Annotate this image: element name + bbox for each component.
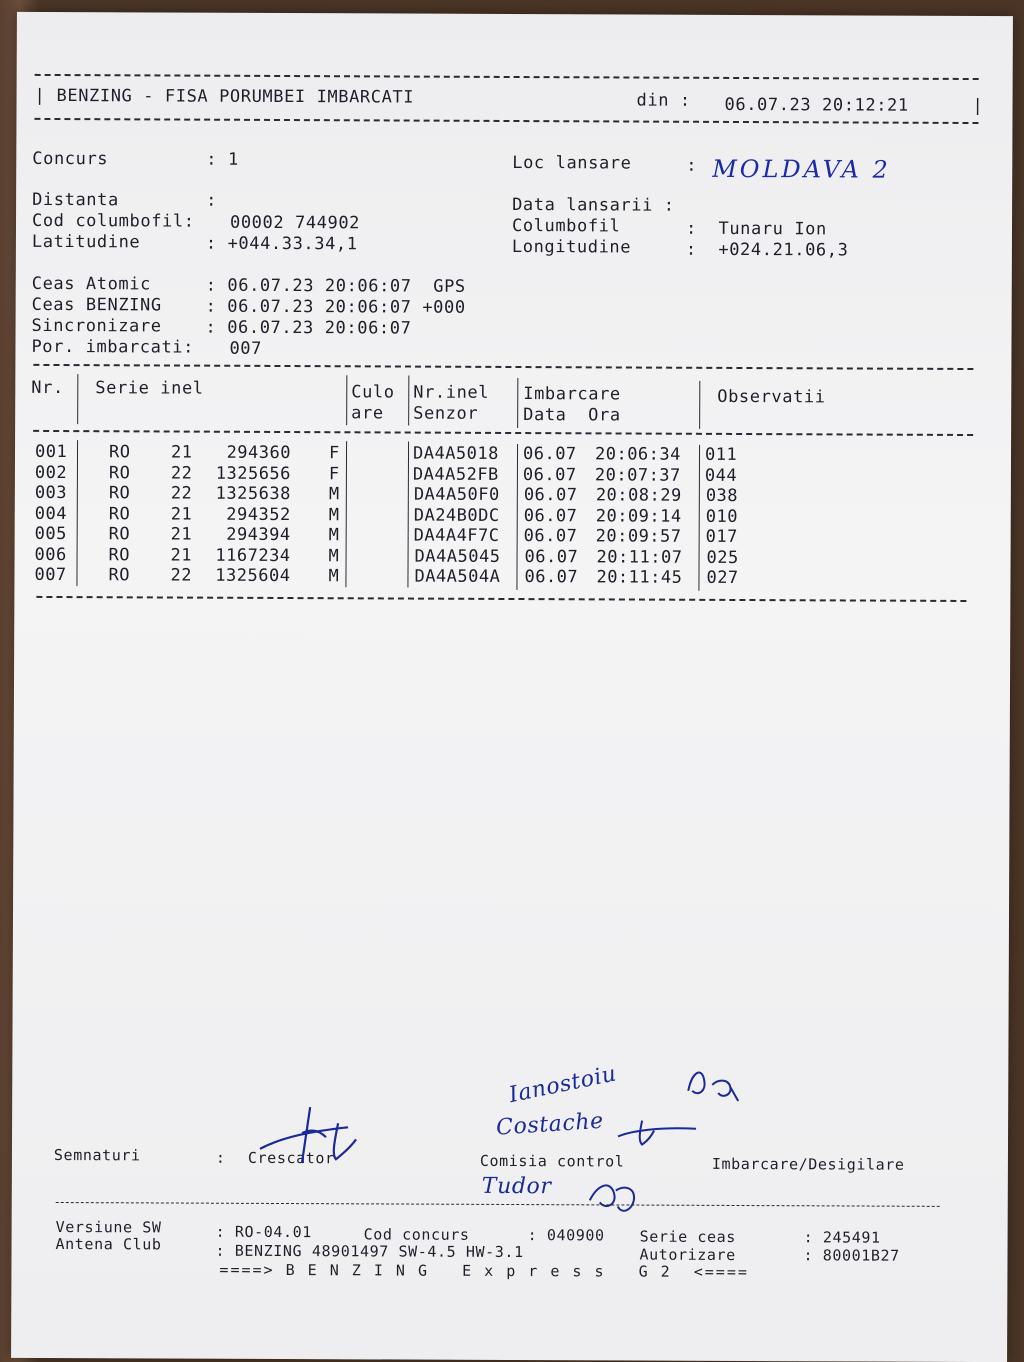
crescator-label: Crescator — [247, 1148, 335, 1168]
table-header-divider — [33, 430, 973, 436]
loc-lansare-label: Loc lansare — [512, 152, 632, 174]
col-sep-3 — [408, 376, 409, 426]
ceas-benzing-value: : 06.07.23 20:06:07 +000 — [205, 296, 466, 318]
sincronizare-label: Sincronizare — [31, 315, 162, 337]
handwritten-name-2: Costache — [495, 1108, 605, 1141]
col-header-nr-inel-2: Senzor — [413, 403, 479, 424]
cell-ora: 20:08:29 — [595, 485, 682, 506]
cell-senzor: DA4A50F0 — [413, 484, 500, 505]
cod-columbofil-label: Cod columbofil: — [31, 210, 195, 232]
cell-obs: 010 — [705, 506, 739, 527]
cell-serie: 294360 — [226, 442, 292, 464]
col-sep-4 — [517, 378, 518, 428]
antena-club-label: Antena Club — [55, 1235, 162, 1254]
col-header-imbarcare-1: Imbarcare — [523, 384, 621, 405]
cell-serie: 1325638 — [215, 483, 291, 505]
latitudine-label: Latitudine — [31, 231, 141, 253]
semnaturi-label: Semnaturi — [53, 1146, 141, 1165]
cell-data: 06.07 — [523, 505, 578, 526]
header-bottom-border — [34, 118, 978, 124]
longitudine-value: : +024.21.06,3 — [685, 239, 849, 261]
cell-sex: M — [328, 504, 340, 525]
concurs-label: Concurs — [32, 148, 109, 170]
cell-senzor: DA4A52FB — [412, 464, 499, 485]
cod-concurs-value: : 040900 — [527, 1226, 605, 1245]
cell-sex: M — [328, 566, 340, 587]
cell-data: 06.07 — [524, 567, 579, 588]
ceas-benzing-label: Ceas BENZING — [31, 294, 162, 316]
cell-tara: RO — [108, 524, 131, 545]
cell-senzor: DA4A4F7C — [413, 525, 500, 546]
latitudine-value: : +044.33.34,1 — [205, 233, 358, 255]
por-imbarcati-label: Por. imbarcati: — [31, 336, 195, 358]
cell-serie: 294394 — [226, 524, 291, 546]
serie-ceas-value: : 245491 — [803, 1228, 881, 1247]
cell-an: 22 — [170, 565, 193, 586]
cell-ora: 20:09:57 — [595, 526, 682, 547]
crescator-signature — [252, 1093, 382, 1174]
comisia-control-label: Comisia control — [479, 1151, 625, 1171]
benzing-device-info: : BENZING 48901497 SW-4.5 HW-3.1 — [215, 1241, 524, 1262]
handwritten-name-1: Ianostoiu — [506, 1061, 619, 1109]
por-imbarcati-value: 007 — [229, 338, 263, 359]
handwritten-name-3: Tudor — [481, 1173, 552, 1200]
footer-top-border — [56, 1202, 940, 1207]
autorizare-value: : 80001B27 — [803, 1246, 900, 1265]
distanta-value: : — [206, 190, 218, 211]
cod-concurs-label: Cod concurs — [363, 1225, 470, 1244]
distanta-label: Distanta — [32, 189, 119, 211]
cell-senzor: DA4A5045 — [414, 546, 501, 567]
cell-nr: 004 — [34, 503, 68, 524]
col-sep-2 — [346, 375, 347, 425]
cell-tara: RO — [108, 442, 131, 463]
col-header-nr-inel-1: Nr.inel — [413, 382, 490, 403]
semnaturi-sep: : — [215, 1148, 226, 1167]
col-sep-1 — [77, 374, 78, 424]
cell-nr: 005 — [34, 523, 67, 545]
col-header-serie-inel: Serie inel — [95, 378, 204, 399]
cell-nr: 003 — [34, 482, 68, 504]
header-din-label: din : — [636, 90, 691, 111]
col-header-nr: Nr. — [31, 377, 64, 399]
ceas-atomic-value: : 06.07.23 20:06:07 GPS — [205, 275, 466, 297]
autorizare-label: Autorizare — [639, 1245, 736, 1264]
cell-data: 06.07 — [523, 485, 578, 506]
table-row — [14, 565, 1010, 590]
col-header-imbarcare-2: Data Ora — [523, 405, 621, 426]
comisia-signature-2 — [612, 1110, 702, 1150]
cell-data: 06.07 — [524, 546, 579, 567]
cell-tara: RO — [108, 503, 131, 524]
cell-obs: 038 — [705, 485, 739, 506]
col-header-observatii: Observatii — [717, 386, 826, 408]
cell-an: 21 — [170, 504, 193, 525]
cell-sex: F — [328, 463, 340, 484]
printed-sheet — [11, 12, 1013, 1362]
cell-nr: 001 — [34, 441, 68, 463]
loc-lansare-handwritten: MOLDAVA 2 — [712, 154, 891, 184]
cell-an: 21 — [170, 524, 193, 545]
cell-serie: 1167234 — [215, 545, 291, 566]
table-top-border — [33, 364, 973, 370]
col-sep-5 — [699, 381, 700, 429]
sw-version-value: : RO-04.01 — [215, 1222, 312, 1242]
cell-an: 21 — [170, 545, 193, 566]
cod-columbofil-value: 00002 744902 — [229, 212, 361, 234]
cell-serie: 1325604 — [215, 565, 291, 587]
header-top-border — [35, 74, 979, 80]
versiune-sw-label: Versiune SW — [55, 1218, 162, 1237]
cell-data: 06.07 — [522, 464, 577, 485]
columbofil-label: Columbofil — [511, 215, 621, 237]
cell-sex: M — [328, 545, 340, 566]
cell-sex: M — [328, 484, 340, 505]
data-lansarii-label: Data lansarii : — [512, 194, 675, 216]
cell-obs: 044 — [704, 465, 738, 486]
cell-ora: 20:07:37 — [594, 464, 681, 486]
cell-nr: 006 — [34, 544, 67, 565]
header-left-bar: | — [34, 85, 46, 106]
longitudine-label: Longitudine — [511, 236, 632, 258]
cell-ora: 20:11:45 — [596, 567, 683, 588]
columbofil-value: : Tunaru Ion — [685, 218, 827, 240]
cell-nr: 007 — [34, 564, 67, 586]
comisia-signature-3 — [582, 1170, 652, 1220]
cell-obs: 027 — [706, 567, 739, 588]
cell-senzor: DA4A504A — [414, 566, 501, 587]
cell-obs: 011 — [704, 444, 738, 465]
cell-sex: F — [328, 443, 340, 464]
header-right-bar: | — [972, 96, 984, 117]
header-title: BENZING - FISA PORUMBEI IMBARCATI — [56, 86, 415, 108]
cell-ora: 20:06:34 — [594, 444, 681, 465]
cell-tara: RO — [108, 544, 131, 565]
cell-tara: RO — [108, 462, 131, 483]
cell-ora: 20:09:14 — [595, 505, 682, 527]
cell-an: 22 — [170, 463, 193, 484]
cell-an: 21 — [170, 442, 193, 463]
cell-an: 22 — [170, 483, 193, 504]
cell-nr: 002 — [34, 462, 68, 483]
sincronizare-value: : 06.07.23 20:06:07 — [205, 317, 412, 339]
cell-tara: RO — [108, 483, 131, 504]
cell-obs: 017 — [705, 526, 738, 547]
ceas-atomic-label: Ceas Atomic — [31, 273, 151, 295]
table-bottom-border — [36, 596, 966, 602]
imbarcare-desigilare-label: Imbarcare/Desigilare — [711, 1154, 905, 1174]
col-header-culoare-2: are — [351, 403, 384, 424]
concurs-value: : 1 — [206, 149, 239, 170]
cell-senzor: DA24B0DC — [413, 505, 500, 526]
loc-lansare-sep: : — [686, 155, 698, 176]
cell-serie: 1325656 — [215, 463, 291, 484]
cell-sex: M — [328, 525, 340, 546]
serie-ceas-label: Serie ceas — [639, 1227, 736, 1246]
cell-data: 06.07 — [522, 444, 577, 465]
col-header-culoare-1: Culo — [351, 382, 395, 403]
benzing-express-banner: ====> B E N Z I N G E x p r e s s G 2 <==== — [219, 1260, 749, 1282]
cell-obs: 025 — [706, 547, 739, 568]
comisia-signature-1 — [682, 1061, 762, 1111]
cell-ora: 20:11:07 — [596, 546, 683, 568]
cell-tara: RO — [108, 565, 131, 586]
cell-serie: 294352 — [226, 504, 291, 525]
cell-senzor: DA4A5018 — [412, 443, 499, 464]
header-din-value: 06.07.23 20:12:21 — [724, 94, 909, 116]
cell-data: 06.07 — [523, 526, 578, 547]
